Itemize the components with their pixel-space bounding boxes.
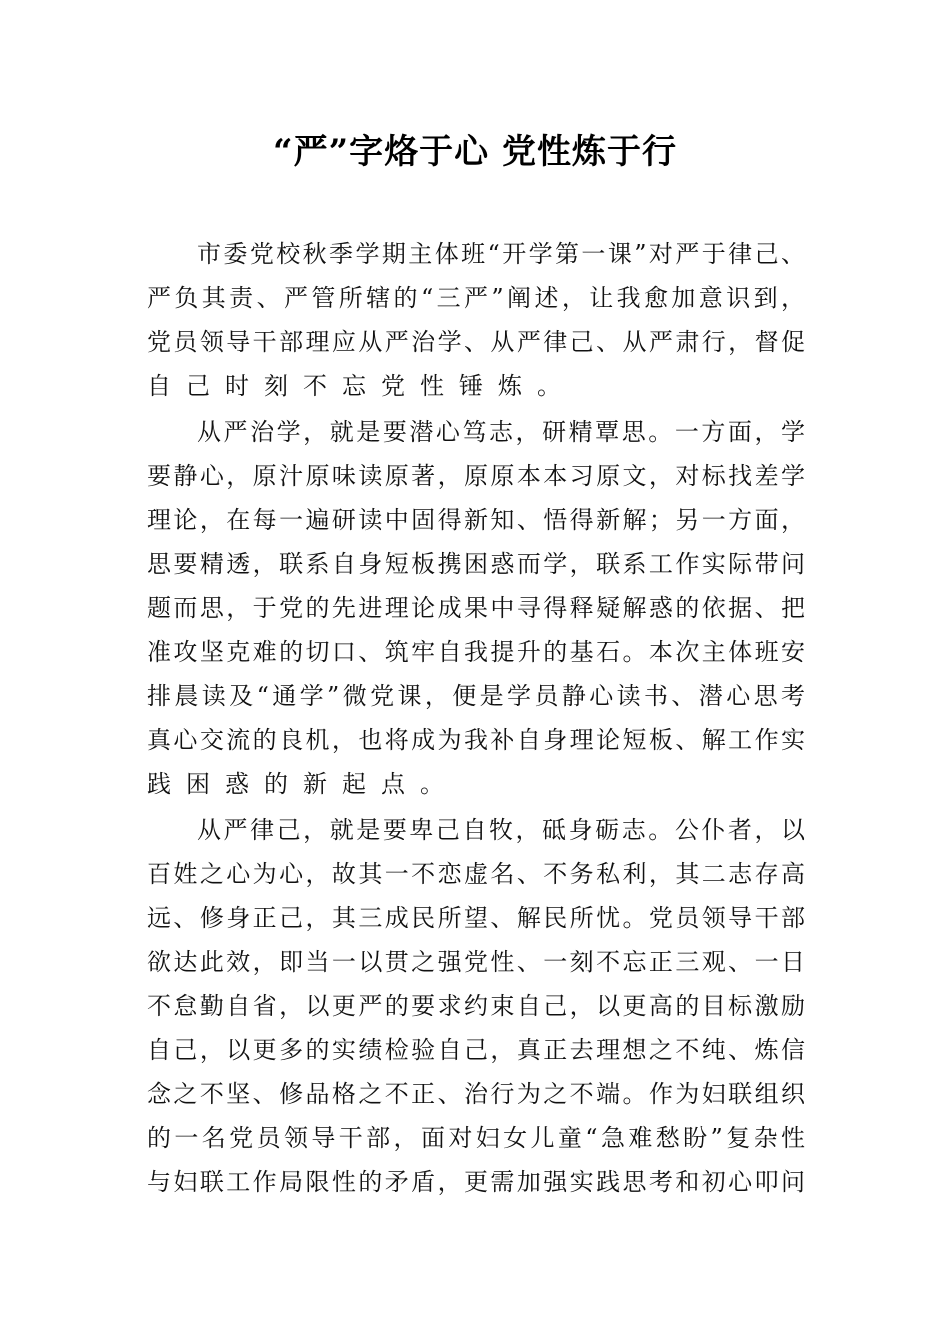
text-line: 从严治学，就是要潜心笃志，研精覃思。一方面，学 <box>197 418 805 446</box>
text-line: 理论，在每一遍研读中固得新知、悟得新解；另一方面， <box>147 506 805 534</box>
text-line: 与妇联工作局限性的矛盾，更需加强实践思考和初心叩问 <box>147 1168 805 1196</box>
text-line: 要静心，原汁原味读原著，原原本本习原文，对标找差学 <box>147 462 805 490</box>
text-line: 践困惑的新起点。 <box>147 770 459 798</box>
text-line: 严负其责、严管所辖的“三严”阐述，让我愈加意识到， <box>147 284 805 312</box>
text-line: 念之不坚、修品格之不正、治行为之不端。作为妇联组织 <box>147 1080 805 1108</box>
text-line: 真心交流的良机，也将成为我补自身理论短板、解工作实 <box>147 726 805 754</box>
text-line: 思要精透，联系自身短板携困惑而学，联系工作实际带问 <box>147 550 805 578</box>
text-line: 百姓之心为心，故其一不恋虚名、不务私利，其二志存高 <box>147 860 805 888</box>
document-title: “严”字烙于心 党性炼于行 <box>273 132 677 172</box>
text-line: 排晨读及“通学”微党课，便是学员静心读书、潜心思考 <box>147 682 805 710</box>
paragraph-1 <box>147 232 805 408</box>
text-line: 市委党校秋季学期主体班“开学第一课”对严于律己、 <box>197 240 805 268</box>
text-line: 的一名党员领导干部，面对妇女儿童“急难愁盼”复杂性 <box>147 1124 805 1152</box>
paragraph-3 <box>147 808 805 1204</box>
text-line: 自己，以更多的实绩检验自己，真正去理想之不纯、炼信 <box>147 1036 805 1064</box>
text-line: 题而思，于党的先进理论成果中寻得释疑解惑的依据、把 <box>147 594 805 622</box>
text-line: 不怠勤自省，以更严的要求约束自己，以更高的目标激励 <box>147 992 805 1020</box>
paragraph-2 <box>147 410 805 806</box>
document-body <box>147 232 805 1206</box>
text-line: 远、修身正己，其三成民所望、解民所忧。党员领导干部 <box>147 904 805 932</box>
text-line: 自己时刻不忘党性锤炼。 <box>147 372 576 400</box>
text-line: 欲达此效，即当一以贯之强党性、一刻不忘正三观、一日 <box>147 948 805 976</box>
text-line: 准攻坚克难的切口、筑牢自我提升的基石。本次主体班安 <box>147 638 805 666</box>
text-line: 从严律己，就是要卑己自牧，砥身砺志。公仆者，以 <box>197 816 805 844</box>
text-line: 党员领导干部理应从严治学、从严律己、从严肃行，督促 <box>147 328 805 356</box>
